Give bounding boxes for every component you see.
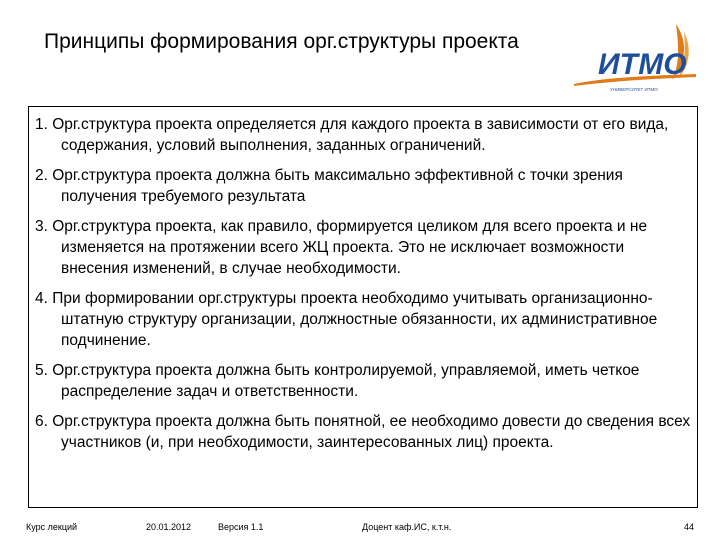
footer-page-number: 44	[684, 522, 695, 532]
principle-item: 6. Орг.структура проекта должна быть понятной, ее необходимо довести до сведения всех участников (и, при необходимости, заинтересованных лиц) проекта.	[35, 413, 691, 451]
itmo-logo	[572, 22, 700, 96]
slide-title: Принципы формирования орг.структуры проекта	[44, 30, 519, 53]
footer-date: 20.01.2012	[146, 522, 192, 532]
logo-text: ИТМО	[598, 48, 687, 81]
principle-item: 2. Орг.структура проекта должна быть максимально эффективной с точки зрения получения требуемого результата	[35, 167, 623, 205]
footer-version: Версия 1.1	[218, 522, 264, 532]
principle-item: 3. Орг.структура проекта, как правило, формируется целиком для всего проекта и не изменяется на протяжении всего ЖЦ проекта. Это не исключает возможности внесения изменений, в случае необходимости.	[35, 218, 648, 277]
principle-item: 1. Орг.структура проекта определяется для каждого проекта в зависимости от его вида, содержания, условий выполнения, заданных ограничений.	[35, 116, 669, 154]
footer-course: Курс лекций	[26, 522, 78, 532]
itmo-logo-graphic	[572, 22, 700, 96]
principles-box	[28, 106, 698, 508]
principle-item: 5. Орг.структура проекта должна быть контролируемой, управляемой, иметь четкое распределение задач и ответственности.	[35, 362, 640, 400]
footer-author: Доцент каф.ИС, к.т.н.	[362, 522, 452, 532]
principle-item: 4. При формировании орг.структуры проекта необходимо учитывать организационно-штатную структуру организации, должностные обязанности, их административное подчинение.	[35, 290, 658, 349]
logo-tagline: УНИВЕРСИТЕТ ИТМО	[610, 87, 658, 92]
